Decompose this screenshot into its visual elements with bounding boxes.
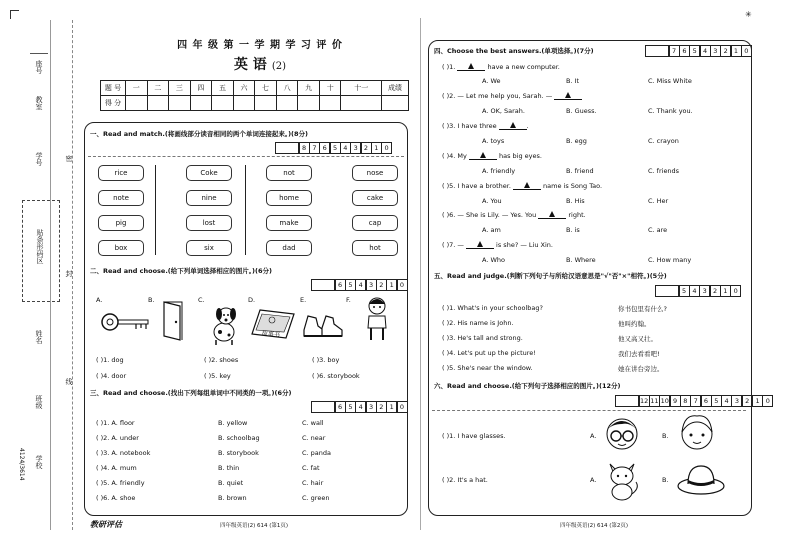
school-label: 学校 [35,455,43,469]
word-box[interactable]: lost [186,215,232,231]
s2-item-2: ( )2. shoes [204,356,239,364]
s3-q: ( )4. A. mum [96,464,137,472]
boy-icon [362,296,392,342]
s4-opt-b: B. Where [566,256,596,264]
word-box[interactable]: cake [352,190,398,206]
s4-opt-a: A. toys [482,137,505,145]
s4-opt-c: C. Thank you. [648,107,693,115]
word-box[interactable]: make [266,215,312,231]
s3-q: ( )3. A. notebook [96,449,151,457]
s5-zh: 你书包里有什么? [618,305,667,313]
registration-mark-icon: ✳ [745,10,752,19]
s2-item-1: ( )1. dog [96,356,124,364]
s3-b: B. yellow [218,419,248,427]
s4-question: ( )6. — She is Lily. — Yes. You right. [442,211,586,219]
word-box[interactable]: rice [98,165,144,181]
word-box[interactable]: home [266,190,312,206]
s5-en: ( )3. He's tall and strong. [442,334,523,342]
score-cell[interactable] [233,96,255,111]
barcode-label: 贴条形码区 [36,229,44,264]
section6-title: 六、Read and choose.(给下列句子选择相应的图片。)(12分) [434,382,621,390]
score-col: 六 [233,81,255,96]
s4-question: ( )3. I have three . [442,122,529,130]
s4-opt-a: A. am [482,226,501,234]
s4-question: ( )4. My has big eyes. [442,152,542,160]
section3-score-box: 6 5 4 3 2 1 0 [312,401,408,411]
s3-q: ( )5. A. friendly [96,479,145,487]
pic-label-e: E. [300,296,307,304]
s2-item-3: ( )3. boy [312,356,340,364]
section4-score-box: 7 6 5 4 3 2 1 0 [646,45,752,55]
score-col: 一 [126,81,148,96]
pic-label-a: A. [96,296,103,304]
score-col: 九 [298,81,320,96]
s4-opt-a: A. We [482,77,501,85]
score-col: 三 [169,81,191,96]
word-box[interactable]: six [186,240,232,256]
s6-q2: ( )2. It's a hat. [442,476,488,484]
s3-c: C. wall [302,419,324,427]
word-box[interactable]: cap [352,215,398,231]
s4-question: ( )1. have a new computer. [442,63,560,71]
class-label: 班级 [35,395,43,409]
s3-c: C. near [302,434,326,442]
section6-score-box: 12 11 10 9 8 7 6 5 4 3 2 1 0 [616,395,773,405]
s6-q1-b: B. [662,432,669,440]
footer-page1: 四年级英语(2) 614 (第1页) [220,523,289,529]
section1-score-box: 8 7 6 5 4 3 2 1 0 [276,142,392,152]
s3-c: C. panda [302,449,332,457]
s4-question: ( )2. — Let me help you, Sarah. — [442,92,582,100]
answer-blank[interactable] [457,63,485,71]
word-box[interactable]: box [98,240,144,256]
barcode-area [22,200,60,302]
s4-opt-a: A. friendly [482,167,516,175]
score-col: 五 [212,81,234,96]
section2-title: 二、Read and choose.(给下列单词选择相应的图片。)(6分) [90,267,272,275]
exam-title: 四 年 级 第 一 学 期 学 习 评 价 [177,40,343,51]
answer-blank[interactable] [469,152,497,160]
score-cell[interactable] [212,96,234,111]
section5-title: 五、Read and judge.(判断下列句子与所给汉语意思是"√"否"×"相符。)(5分) [434,272,667,280]
score-cell[interactable] [382,96,409,111]
score-cell[interactable] [190,96,212,111]
s4-opt-c: C. crayon [648,137,679,145]
cat-icon [602,458,642,502]
section1-title: 一、Read and match.(将画线部分读音相同的两个单词连接起来。)(8分) [90,130,309,138]
score-col: 七 [255,81,277,96]
s4-opt-b: B. Guess. [566,107,597,115]
s6-q2-a: A. [590,476,597,484]
word-box[interactable]: hot [352,240,398,256]
score-cell[interactable] [319,96,341,111]
score-col: 成绩 [382,81,409,96]
hat-icon [676,462,726,496]
seal-label: 封 [65,270,73,277]
score-table-row1-label: 题 号 [101,81,126,96]
score-col: 四 [190,81,212,96]
s3-c: C. hair [302,479,324,487]
answer-blank[interactable] [466,241,494,249]
answer-blank[interactable] [538,211,566,219]
score-table [100,80,409,111]
section4-title: 四、Choose the best answers.(单项选择。)(7分) [434,47,594,55]
s5-zh: 他叫约翰。 [618,320,651,328]
s4-opt-b: B. friend [566,167,594,175]
word-box[interactable]: nine [186,190,232,206]
s3-b: B. schoolbag [218,434,260,442]
s4-opt-c: C. are [648,226,668,234]
s5-zh: 他又高又壮。 [618,335,657,343]
s2-item-5: ( )5. key [204,372,231,380]
key-icon [100,310,152,334]
s5-en: ( )1. What's in your schoolbag? [442,304,543,312]
paper-code: 4124/3614 [18,448,25,481]
s3-c: C. green [302,494,330,502]
word-box[interactable]: Coke [186,165,232,181]
s6-q2-b: B. [662,476,669,484]
s3-b: B. quiet [218,479,244,487]
score-cell[interactable] [169,96,191,111]
s5-en: ( )5. She's near the window. [442,364,533,372]
dense-label: 密 [65,155,73,162]
s4-opt-b: B. is [566,226,580,234]
footer-mark: 教研评估 [90,519,122,529]
s3-q: ( )6. A. shoe [96,494,136,502]
s4-opt-a: A. OK, Sarah. [482,107,525,115]
door-icon [160,300,186,342]
answer-blank[interactable] [513,182,541,190]
dog-icon [202,302,246,346]
s2-item-6: ( )6. storybook [312,372,360,380]
s3-q: ( )2. A. under [96,434,139,442]
word-box[interactable]: note [98,190,144,206]
score-cell[interactable] [298,96,320,111]
exam-number-label: 学号 [35,152,43,166]
name-label: 姓名 [35,330,43,344]
s3-q: ( )1. A. floor [96,419,135,427]
s5-en: ( )2. His name is John. [442,319,514,327]
paper-number: (2) [271,61,287,72]
s2-item-4: ( )4. door [96,372,127,380]
seat-label: 座号 [35,60,43,74]
score-col: 十 [319,81,341,96]
line-label: 线 [65,378,73,385]
s5-zh: 我们去看看吧! [618,350,660,358]
score-cell[interactable] [126,96,148,111]
classroom-label: 教室 [35,96,43,110]
s3-c: C. fat [302,464,320,472]
s4-opt-c: C. friends [648,167,680,175]
fold-line [72,20,73,530]
s6-q1-a: A. [590,432,597,440]
s5-zh: 她在讲台旁边。 [618,365,664,373]
score-cell[interactable] [341,96,382,111]
word-box[interactable]: not [266,165,312,181]
pic-label-f: F. [346,296,351,304]
subject-name: 英 语 [233,57,267,73]
score-cell[interactable] [147,96,169,111]
footer-page2: 四年级英语(2) 614 (第2页) [560,523,629,529]
subject-title [200,54,320,74]
s4-opt-b: B. His [566,197,585,205]
pic-label-d: D. [248,296,256,304]
score-cell[interactable] [276,96,298,111]
storybook-title: 故事书 [261,330,281,339]
s4-question: ( )5. I have a brother. name is Song Tao. [442,182,603,190]
pic-label-b: B. [148,296,155,304]
score-cell[interactable] [255,96,277,111]
s6-q1: ( )1. I have glasses. [442,432,506,440]
s5-en: ( )4. Let's put up the picture! [442,349,536,357]
s4-opt-c: C. Miss White [648,77,692,85]
s4-question: ( )7. — is she? — Liu Xin. [442,241,553,249]
section5-score-box: 5 4 3 2 1 0 [656,285,741,295]
score-table-row2-label: 得 分 [101,96,126,111]
pic-label-c: C. [198,296,205,304]
s3-b: B. thin [218,464,240,472]
word-box[interactable]: nose [352,165,398,181]
s4-opt-b: B. It [566,77,580,85]
answer-blank[interactable] [554,92,582,100]
score-col: 八 [276,81,298,96]
score-col: 十一 [341,81,382,96]
score-col: 二 [147,81,169,96]
section3-title: 三、Read and choose.(找出下列每组单词中不同类的一项。)(6分) [90,389,292,397]
girl-icon [676,410,718,456]
s3-b: B. storybook [218,449,259,457]
word-box[interactable]: pig [98,215,144,231]
s4-opt-a: A. You [482,197,502,205]
s4-opt-b: B. egg [566,137,587,145]
girl-glasses-icon [602,412,642,456]
s4-opt-c: C. Her [648,197,669,205]
answer-blank[interactable] [499,122,527,130]
s4-opt-a: A. Who [482,256,505,264]
s4-opt-c: C. How many [648,256,692,264]
s3-b: B. brown [218,494,247,502]
shoes-icon [300,312,344,340]
word-box[interactable]: dad [266,240,312,256]
section2-score-box: 6 5 4 3 2 1 0 [312,279,408,289]
